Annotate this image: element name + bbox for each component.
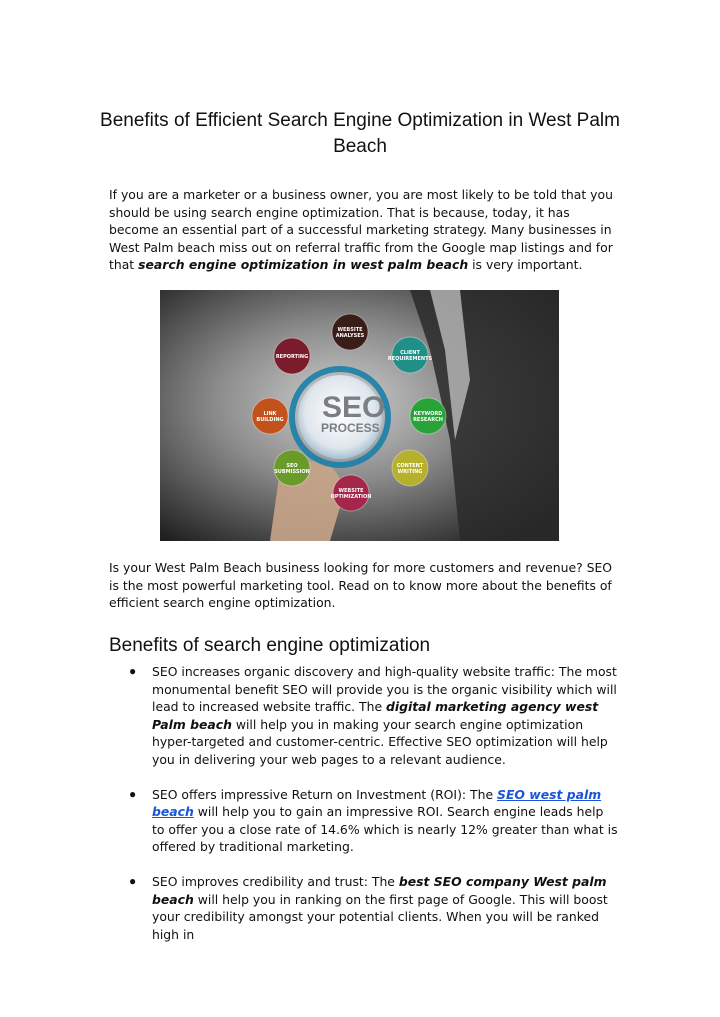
- list-item-text: SEO offers impressive Return on Investment (ROI): The SEO west palm beach will help you to gain an impressive ROI. Search engine leads help to offer you a close rate of 14.6% which is nearly 12% greater than what is offered by traditional marketing.: [152, 786, 618, 855]
- process-node: [274, 450, 310, 486]
- list-item-text: SEO improves credibility and trust: The best SEO company West palm beach will help you in ranking on the first page of Google. This will boost your credibility amongst your potential clients. When you will be ranked high in: [152, 873, 608, 942]
- emphasis-phrase: digital marketing agency west Palm beach: [152, 699, 599, 732]
- process-node-label: OPTIMIZATION: [330, 494, 372, 500]
- process-node: [332, 314, 368, 350]
- intro-bold-phrase: search engine optimization in west palm beach: [138, 257, 469, 273]
- seo-center-title: SEO: [322, 391, 386, 424]
- process-node-label: REPORTING: [275, 354, 309, 360]
- section-heading: Benefits of search engine optimization: [109, 635, 431, 656]
- process-node-label: KEYWORD: [413, 411, 443, 417]
- process-node-label: ANALYSES: [335, 333, 365, 339]
- intro-text-end: is very important.: [468, 257, 583, 273]
- process-node-label: WEBSITE: [337, 327, 363, 333]
- process-node-label: WEBSITE: [338, 488, 364, 494]
- benefits-list: [109, 663, 619, 960]
- page-title: Benefits of Efficient Search Engine Optimization in West Palm Beach: [100, 110, 620, 157]
- process-node-label: CLIENT: [400, 350, 420, 356]
- seo-process-image: [160, 290, 559, 541]
- seo-center-subtitle: PROCESS: [321, 421, 380, 435]
- emphasis-phrase: best SEO company West palm beach: [152, 873, 607, 907]
- intro-text: If you are a marketer or a business owner, you are most likely to be told that you should be using search engine optimization. That is because, today, it has become an essential part of a successful marketing strategy. Many businesses in West Palm beach miss out on referral traffic from the Google map listings and for that: [109, 187, 613, 273]
- process-node-label: SEO: [286, 463, 298, 469]
- process-node: [252, 398, 288, 434]
- process-node-label: CONTENT: [396, 463, 424, 469]
- process-node-label: WRITING: [397, 469, 423, 475]
- list-item-text: SEO increases organic discovery and high-quality website traffic: The most monumental benefit SEO will provide you is the organic visibility which will lead to increased website traffic. The digital marketing agency west Palm beach will help you in making your search engine optimization hyper-targeted and customer-centric. Effective SEO optimization will help you in delivering your web pages to a relevant audience.: [152, 664, 617, 767]
- process-node: [410, 398, 446, 434]
- process-node-label: REQUIREMENTS: [387, 356, 433, 362]
- list-item: [109, 786, 619, 856]
- process-node-label: RESEARCH: [413, 417, 443, 423]
- second-paragraph: Is your West Palm Beach business looking for more customers and revenue? SEO is the most powerful marketing tool. Read on to know more about the benefits of efficient search engine optimization.: [109, 560, 613, 611]
- seo-west-palm-beach-link[interactable]: SEO west palm beach: [152, 786, 602, 820]
- bullet-icon: ●: [129, 786, 137, 801]
- process-node-label: BUILDING: [256, 417, 284, 423]
- process-node-label: LINK: [263, 411, 277, 417]
- process-node-label: SUBMISSION: [274, 469, 310, 475]
- bullet-icon: ●: [129, 664, 137, 678]
- seo-process-graphic: [160, 290, 559, 541]
- process-node: [392, 450, 428, 486]
- intro-paragraph: [109, 186, 614, 274]
- process-node: [274, 338, 310, 374]
- bullet-icon: ●: [129, 873, 137, 888]
- list-item: [109, 663, 619, 769]
- list-item: [109, 873, 619, 943]
